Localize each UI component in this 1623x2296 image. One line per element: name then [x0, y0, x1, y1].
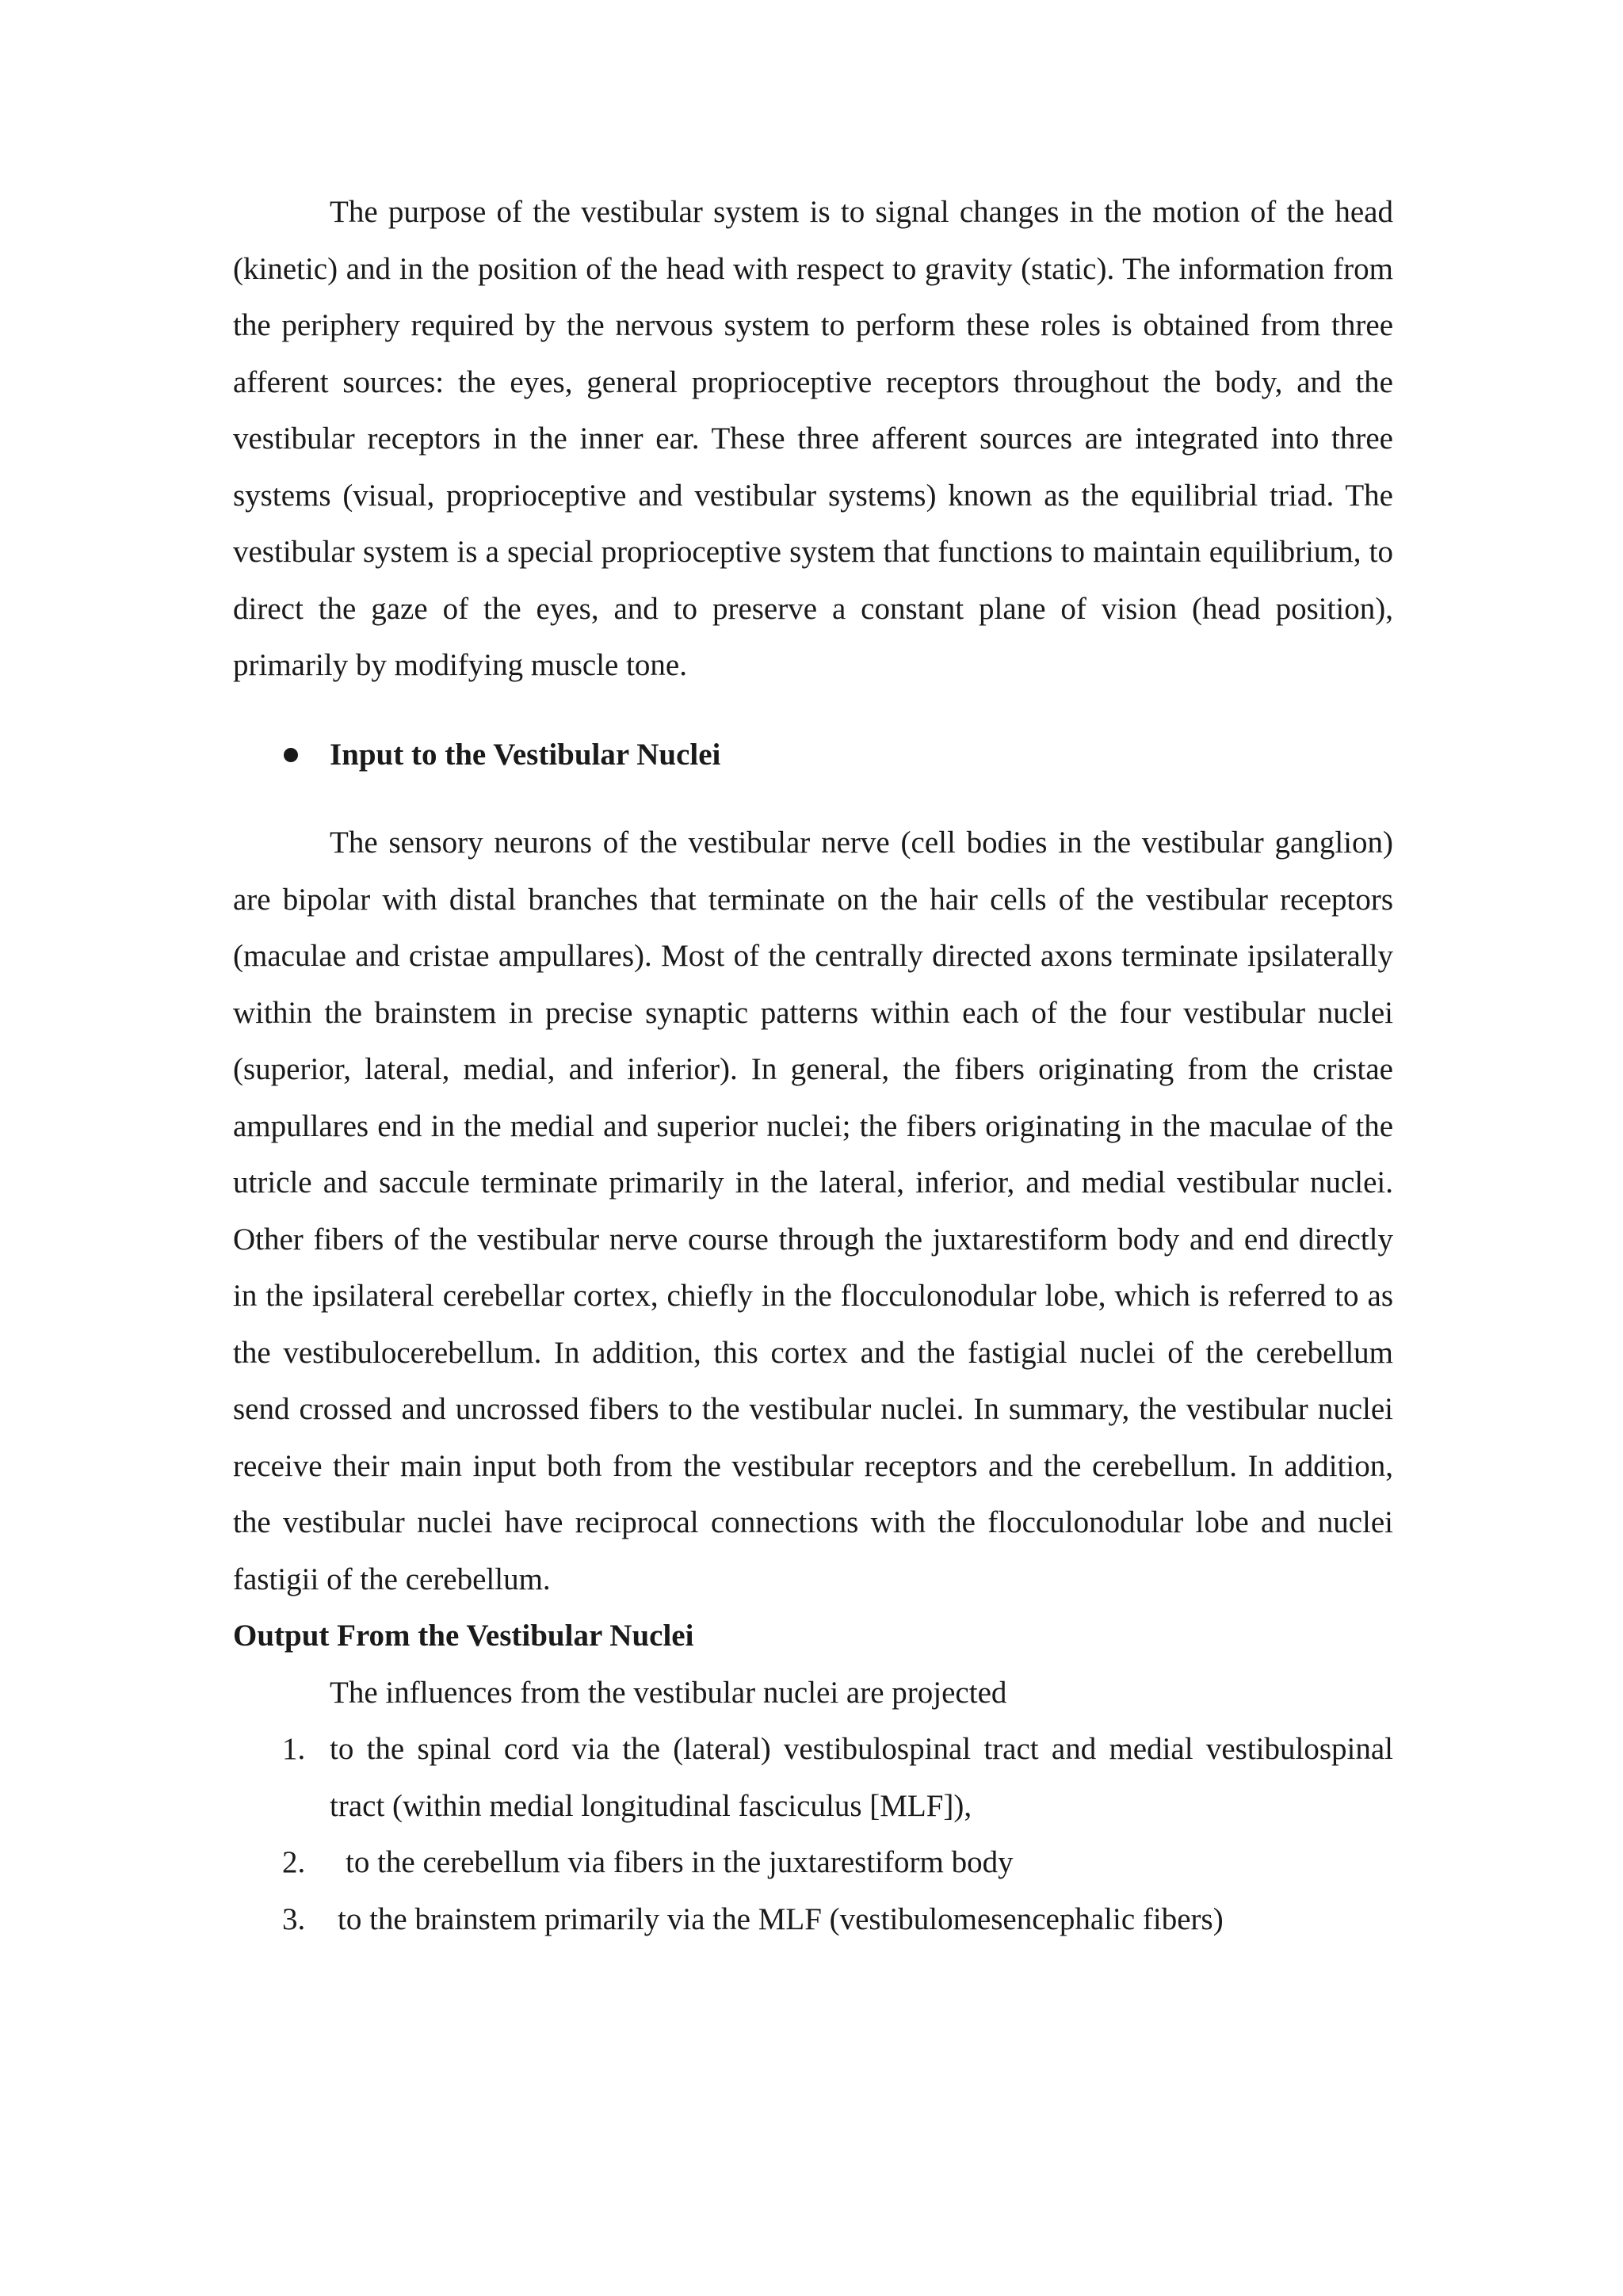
input-paragraph: The sensory neurons of the vestibular nerve (cell bodies in the vestibular ganglion) are bipolar with distal branches that terminate on the hair cells of the vestibular receptors (maculae and cristae ampullares). Most of the centrally directed axons terminate ipsilaterally within the brainstem in precise synaptic patterns within each of the four vestibular nuclei (superior, lateral, medial, and inferior). In general, the fibers originating from the cristae ampullares end in the medial and superior nuclei; the fibers originating in the maculae of the utricle and saccule terminate primarily in the lateral, inferior, and medial vestibular nuclei. Other fibers of the vestibular nerve course through the juxtarestiform body and end directly in the ipsilateral cerebellar cortex, chiefly in the flocculonodular lobe, which is referred to as the vestibulocerebellum. In addition, this cortex and the fastigial nuclei of the cerebellum send crossed and uncrossed fibers to the vestibular nuclei. In summary, the vestibular nuclei receive their main input both from the vestibular receptors and the cerebellum. In addition, the vestibular nuclei have reciprocal connections with the flocculonodular lobe and nuclei fastigii of the cerebellum.	[233, 826, 1393, 1596]
list-item-text: to the cerebellum via fibers in the juxtarestiform body	[346, 1845, 1014, 1879]
list-item-number: 1.	[282, 1732, 306, 1766]
list-item	[233, 1721, 1393, 1834]
list-item	[233, 1891, 1393, 1948]
section-heading-input	[233, 727, 1393, 784]
document-page	[233, 184, 1393, 1947]
section-heading-input-text: Input to the Vestibular Nuclei	[330, 737, 721, 772]
output-list	[233, 1721, 1393, 1947]
list-item	[233, 1834, 1393, 1891]
output-intro: The influences from the vestibular nuclei are projected	[330, 1675, 1007, 1710]
list-item-text: to the spinal cord via the (lateral) vestibulospinal tract and medial vestibulospinal tract (within medial longitudinal fasciculus [MLF]),	[330, 1732, 1393, 1823]
list-item-text: to the brainstem primarily via the MLF (vestibulomesencephalic fibers)	[338, 1901, 1224, 1936]
list-item-number: 2.	[282, 1845, 306, 1879]
list-item-number: 3.	[282, 1901, 306, 1936]
section-heading-output: Output From the Vestibular Nuclei	[233, 1619, 694, 1653]
intro-paragraph: The purpose of the vestibular system is to signal changes in the motion of the head (kinetic) and in the position of the head with respect to gravity (static). The information from the periphery required by the nervous system to perform these roles is obtained from three afferent sources: the eyes, general proprioceptive receptors throughout the body, and the vestibular receptors in the inner ear. These three afferent sources are integrated into three systems (visual, proprioceptive and vestibular systems) known as the equilibrial triad. The vestibular system is a special proprioceptive system that functions to maintain equilibrium, to direct the gaze of the eyes, and to preserve a constant plane of vision (head position), primarily by modifying muscle tone.	[233, 195, 1393, 682]
bullet-icon	[284, 748, 298, 762]
